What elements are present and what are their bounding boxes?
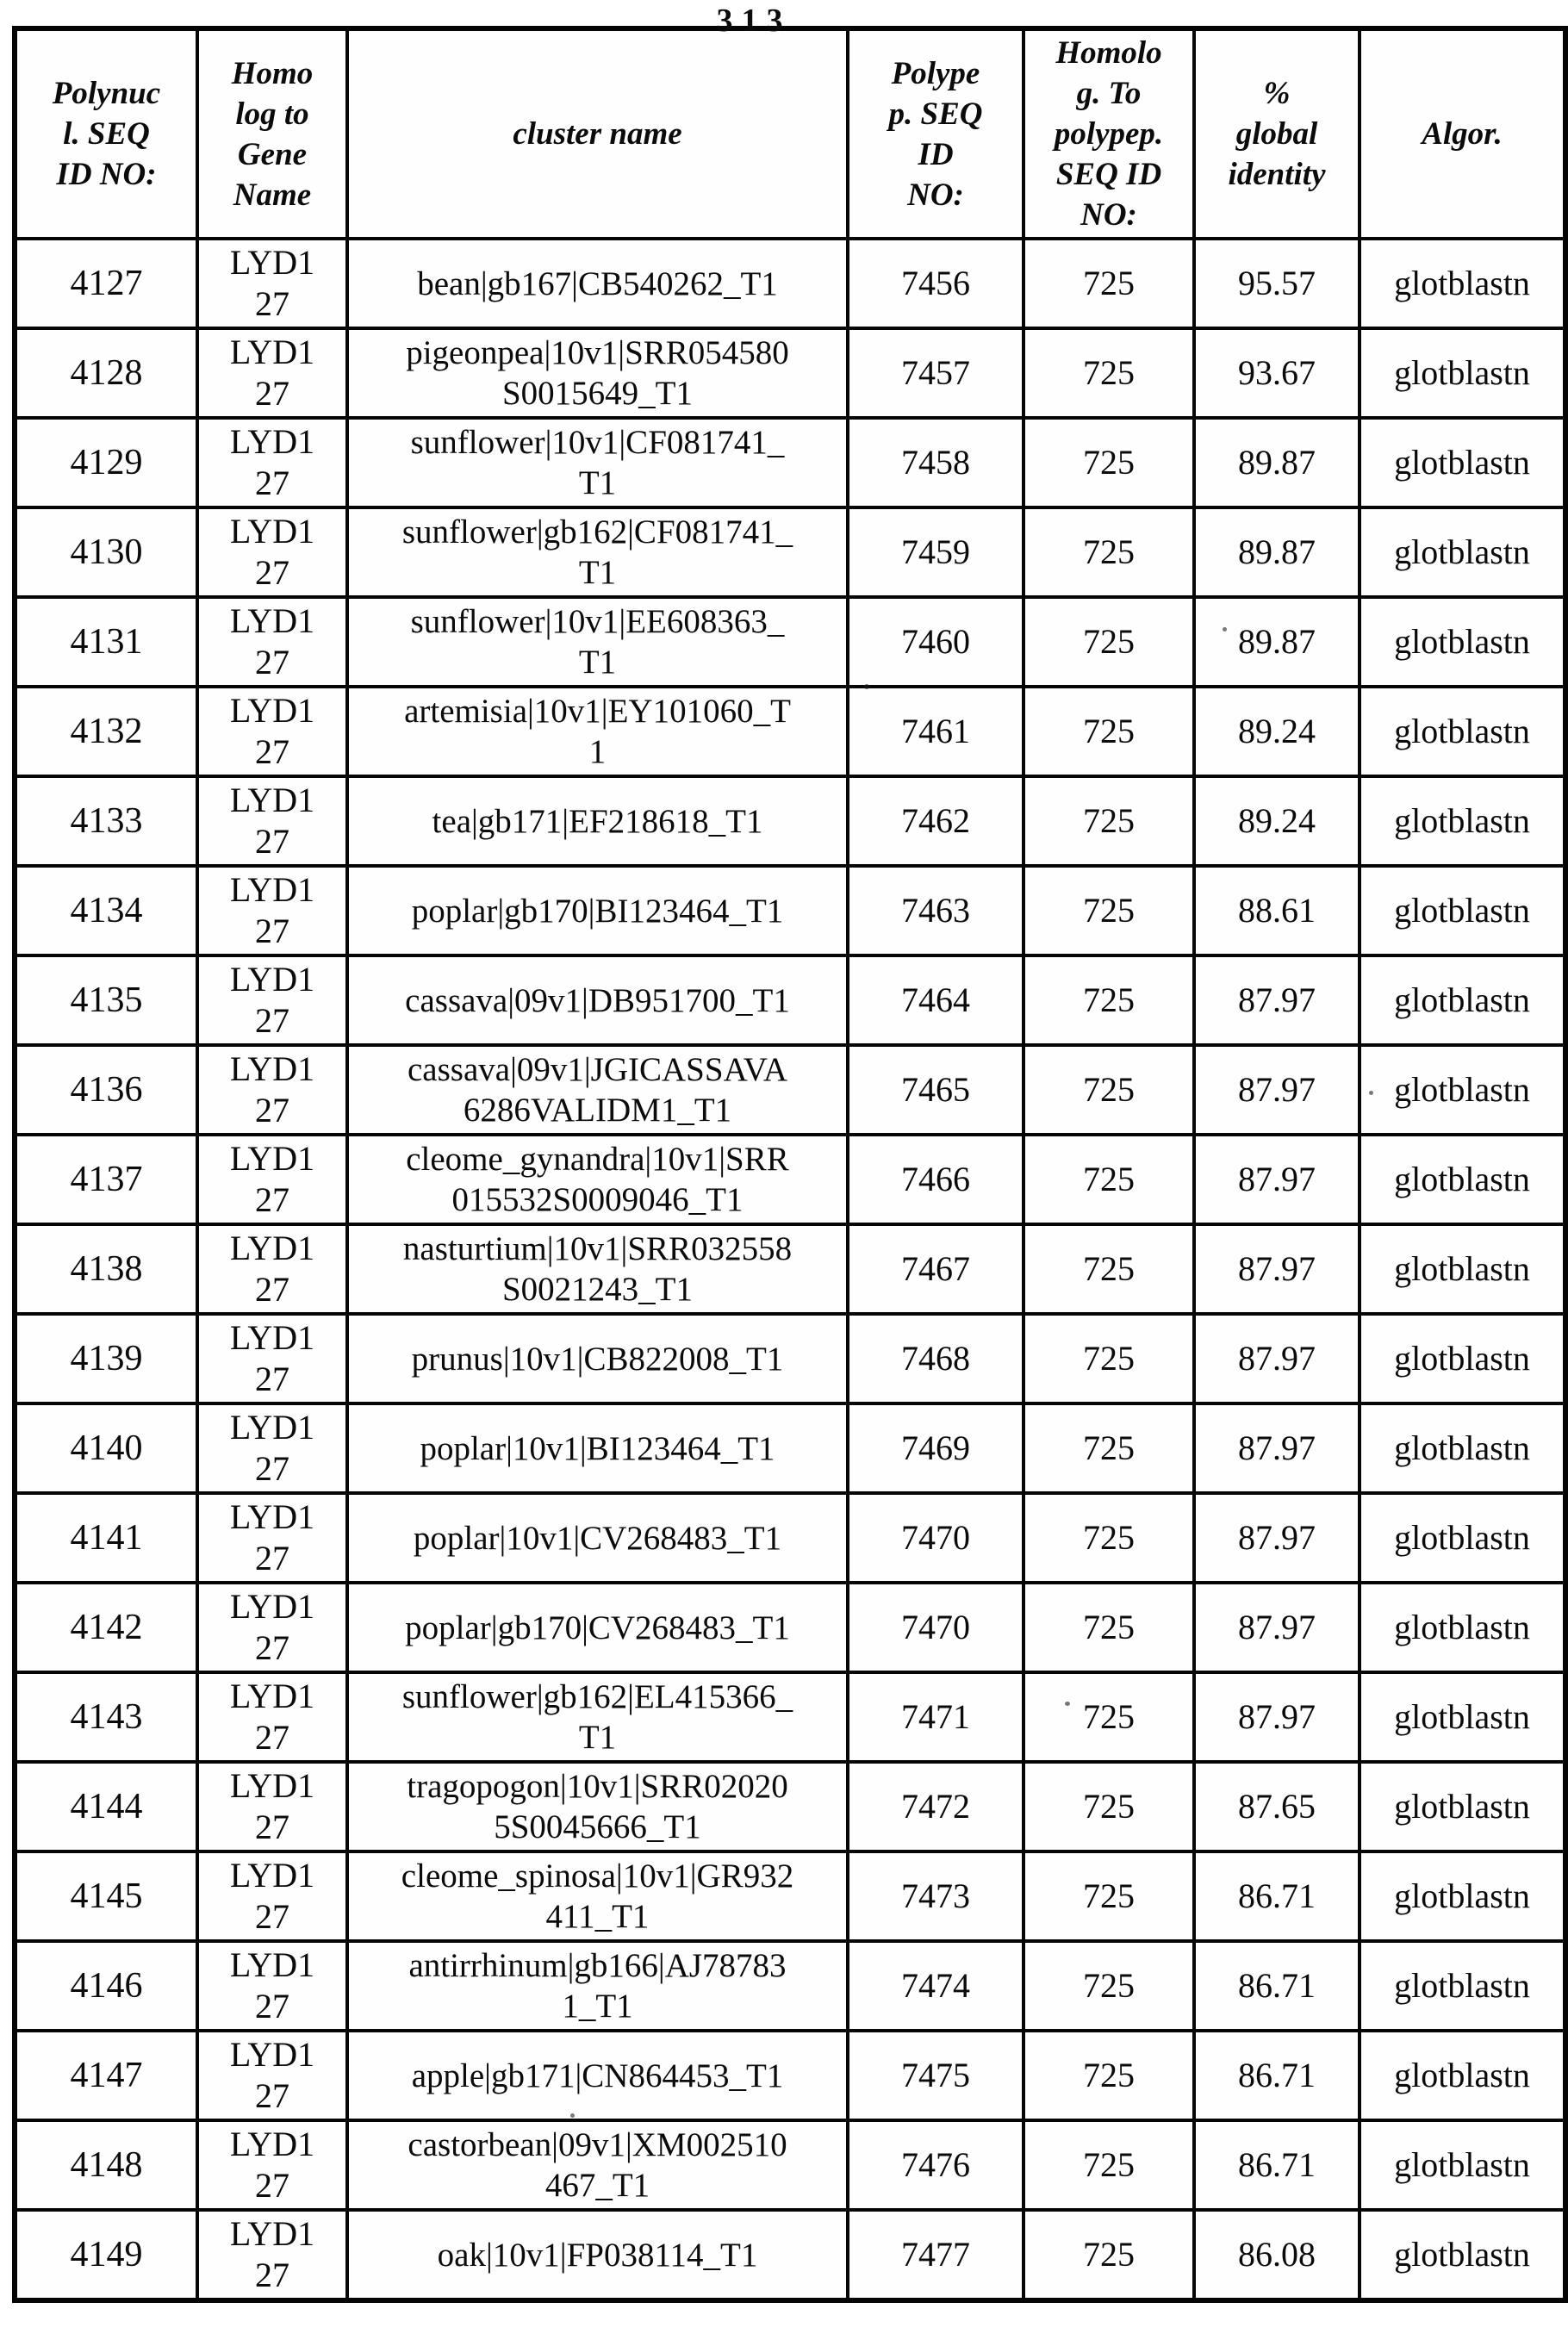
cell-cluster-name: sunflower|10v1|EE608363_ T1 [347,597,848,687]
cell-polynuc-seq-id: 4129 [15,418,197,507]
cell-algorithm: glotblastn [1360,1045,1565,1135]
cell-pct-global-identity: 87.97 [1194,1224,1360,1314]
cell-polynuc-seq-id: 4134 [15,866,197,955]
cell-homolog-polypep-seq-id: 725 [1024,687,1194,776]
cell-homolog-polypep-seq-id: 725 [1024,418,1194,507]
cell-polynuc-seq-id: 4149 [15,2210,197,2300]
cell-pct-global-identity: 89.87 [1194,418,1360,507]
cell-algorithm: glotblastn [1360,1403,1565,1493]
table-row [15,1403,1565,1493]
cell-polypep-seq-id: 7467 [848,1224,1024,1314]
cell-pct-global-identity: 87.97 [1194,955,1360,1045]
cell-polypep-seq-id: 7470 [848,1493,1024,1583]
cell-homolog-gene-name: LYD1 27 [197,1135,347,1224]
cell-algorithm: glotblastn [1360,1314,1565,1403]
cell-homolog-gene-name: LYD1 27 [197,776,347,866]
table-row [15,776,1565,866]
cell-polynuc-seq-id: 4138 [15,1224,197,1314]
cell-polynuc-seq-id: 4132 [15,687,197,776]
cell-polynuc-seq-id: 4128 [15,328,197,418]
cell-homolog-polypep-seq-id: 725 [1024,239,1194,328]
cell-polynuc-seq-id: 4143 [15,1672,197,1762]
cell-homolog-gene-name: LYD1 27 [197,328,347,418]
cell-homolog-gene-name: LYD1 27 [197,1224,347,1314]
cell-algorithm: glotblastn [1360,239,1565,328]
cell-polypep-seq-id: 7474 [848,1941,1024,2031]
col-header-algorithm: Algor. [1360,28,1565,239]
scanned-patent-page [0,3,1567,2346]
cell-homolog-polypep-seq-id: 725 [1024,1762,1194,1851]
cell-homolog-polypep-seq-id: 725 [1024,1045,1194,1135]
table-row [15,1493,1565,1583]
cell-homolog-gene-name: LYD1 27 [197,1493,347,1583]
cell-algorithm: glotblastn [1360,2120,1565,2210]
cell-polynuc-seq-id: 4137 [15,1135,197,1224]
cell-polypep-seq-id: 7477 [848,2210,1024,2300]
cell-cluster-name: poplar|10v1|CV268483_T1 [347,1493,848,1583]
cell-polynuc-seq-id: 4142 [15,1583,197,1672]
cell-homolog-gene-name: LYD1 27 [197,1314,347,1403]
cell-homolog-gene-name: LYD1 27 [197,2120,347,2210]
cell-polypep-seq-id: 7457 [848,328,1024,418]
cell-pct-global-identity: 86.71 [1194,1851,1360,1941]
table-row [15,328,1565,418]
table-row [15,1583,1565,1672]
cell-polynuc-seq-id: 4145 [15,1851,197,1941]
cell-homolog-polypep-seq-id: 725 [1024,866,1194,955]
page-number [681,3,827,39]
cell-pct-global-identity: 87.97 [1194,1672,1360,1762]
cell-homolog-gene-name: LYD1 27 [197,1851,347,1941]
cell-cluster-name: sunflower|10v1|CF081741_ T1 [347,418,848,507]
cell-algorithm: glotblastn [1360,1224,1565,1314]
table-row [15,955,1565,1045]
col-header-homolog-polypep-seq-id: Homolo g. To polypep. SEQ ID NO: [1024,28,1194,239]
cell-algorithm: glotblastn [1360,1672,1565,1762]
cell-cluster-name: artemisia|10v1|EY101060_T 1 [347,687,848,776]
cell-polypep-seq-id: 7469 [848,1403,1024,1493]
table-row [15,418,1565,507]
cell-homolog-gene-name: LYD1 27 [197,597,347,687]
cell-homolog-polypep-seq-id: 725 [1024,1851,1194,1941]
cell-algorithm: glotblastn [1360,866,1565,955]
cell-homolog-polypep-seq-id: 725 [1024,1941,1194,2031]
cell-homolog-gene-name: LYD1 27 [197,507,347,597]
table-row [15,1314,1565,1403]
cell-homolog-polypep-seq-id: 725 [1024,2210,1194,2300]
table-row [15,2031,1565,2120]
cell-algorithm: glotblastn [1360,328,1565,418]
cell-homolog-polypep-seq-id: 725 [1024,1403,1194,1493]
cell-polypep-seq-id: 7472 [848,1762,1024,1851]
cell-algorithm: glotblastn [1360,1941,1565,2031]
cell-polypep-seq-id: 7464 [848,955,1024,1045]
cell-homolog-gene-name: LYD1 27 [197,1045,347,1135]
cell-polynuc-seq-id: 4127 [15,239,197,328]
cell-pct-global-identity: 89.87 [1194,507,1360,597]
cell-cluster-name: bean|gb167|CB540262_T1 [347,239,848,328]
cell-polypep-seq-id: 7461 [848,687,1024,776]
cell-polynuc-seq-id: 4140 [15,1403,197,1493]
col-header-homolog-gene-name: Homo log to Gene Name [197,28,347,239]
col-header-polynuc-seq-id: Polynuc l. SEQ ID NO: [15,28,197,239]
cell-homolog-polypep-seq-id: 725 [1024,1224,1194,1314]
cell-homolog-gene-name: LYD1 27 [197,1762,347,1851]
cell-cluster-name: cassava|09v1|JGICASSAVA 6286VALIDM1_T1 [347,1045,848,1135]
cell-cluster-name: poplar|gb170|BI123464_T1 [347,866,848,955]
cell-pct-global-identity: 87.97 [1194,1314,1360,1403]
cell-polynuc-seq-id: 4141 [15,1493,197,1583]
cell-pct-global-identity: 87.97 [1194,1583,1360,1672]
cell-polypep-seq-id: 7468 [848,1314,1024,1403]
cell-polynuc-seq-id: 4133 [15,776,197,866]
scan-speck [1369,1091,1373,1095]
cell-homolog-gene-name: LYD1 27 [197,866,347,955]
cell-cluster-name: antirrhinum|gb166|AJ78783 1_T1 [347,1941,848,2031]
cell-homolog-gene-name: LYD1 27 [197,2210,347,2300]
cell-algorithm: glotblastn [1360,1762,1565,1851]
cell-polypep-seq-id: 7473 [848,1851,1024,1941]
table-row [15,1941,1565,2031]
cell-polypep-seq-id: 7463 [848,866,1024,955]
cell-algorithm: glotblastn [1360,2210,1565,2300]
cell-algorithm: glotblastn [1360,1135,1565,1224]
cell-polynuc-seq-id: 4136 [15,1045,197,1135]
table-row [15,1851,1565,1941]
cell-pct-global-identity: 89.24 [1194,776,1360,866]
cell-algorithm: glotblastn [1360,1493,1565,1583]
cell-pct-global-identity: 87.97 [1194,1403,1360,1493]
cell-polynuc-seq-id: 4139 [15,1314,197,1403]
scan-speck [1065,1702,1070,1706]
cell-cluster-name: tragopogon|10v1|SRR02020 5S0045666_T1 [347,1762,848,1851]
cell-pct-global-identity: 87.65 [1194,1762,1360,1851]
table-row [15,1045,1565,1135]
cell-pct-global-identity: 87.97 [1194,1045,1360,1135]
header-row [15,28,1565,239]
cell-polypep-seq-id: 7476 [848,2120,1024,2210]
cell-polypep-seq-id: 7456 [848,239,1024,328]
col-header-cluster-name: cluster name [347,28,848,239]
cell-cluster-name: cleome_spinosa|10v1|GR932 411_T1 [347,1851,848,1941]
cell-pct-global-identity: 86.71 [1194,2031,1360,2120]
scan-speck [1223,627,1227,632]
cell-polynuc-seq-id: 4130 [15,507,197,597]
cell-homolog-gene-name: LYD1 27 [197,1941,347,2031]
homology-table-body [15,239,1565,2300]
cell-homolog-polypep-seq-id: 725 [1024,776,1194,866]
cell-polynuc-seq-id: 4144 [15,1762,197,1851]
cell-homolog-polypep-seq-id: 725 [1024,1314,1194,1403]
table-row [15,1224,1565,1314]
cell-polypep-seq-id: 7458 [848,418,1024,507]
cell-pct-global-identity: 93.67 [1194,328,1360,418]
cell-polynuc-seq-id: 4147 [15,2031,197,2120]
cell-homolog-polypep-seq-id: 725 [1024,1672,1194,1762]
cell-algorithm: glotblastn [1360,955,1565,1045]
cell-homolog-gene-name: LYD1 27 [197,418,347,507]
page-number-text: 313 [716,3,792,39]
cell-homolog-polypep-seq-id: 725 [1024,597,1194,687]
cell-cluster-name: apple|gb171|CN864453_T1 [347,2031,848,2120]
cell-homolog-gene-name: LYD1 27 [197,2031,347,2120]
cell-homolog-polypep-seq-id: 725 [1024,1135,1194,1224]
cell-polypep-seq-id: 7459 [848,507,1024,597]
scan-speck [864,684,869,689]
cell-homolog-polypep-seq-id: 725 [1024,2120,1194,2210]
table-row [15,239,1565,328]
cell-polypep-seq-id: 7471 [848,1672,1024,1762]
cell-polynuc-seq-id: 4131 [15,597,197,687]
cell-algorithm: glotblastn [1360,2031,1565,2120]
table-row [15,1135,1565,1224]
cell-homolog-gene-name: LYD1 27 [197,687,347,776]
cell-pct-global-identity: 88.61 [1194,866,1360,955]
cell-cluster-name: cassava|09v1|DB951700_T1 [347,955,848,1045]
cell-cluster-name: prunus|10v1|CB822008_T1 [347,1314,848,1403]
cell-homolog-polypep-seq-id: 725 [1024,1583,1194,1672]
cell-algorithm: glotblastn [1360,1583,1565,1672]
cell-cluster-name: cleome_gynandra|10v1|SRR 015532S0009046_T1 [347,1135,848,1224]
cell-homolog-polypep-seq-id: 725 [1024,1493,1194,1583]
scan-speck [570,2113,575,2118]
col-header-polypep-seq-id: Polype p. SEQ ID NO: [848,28,1024,239]
cell-pct-global-identity: 95.57 [1194,239,1360,328]
table-row [15,507,1565,597]
cell-pct-global-identity: 86.08 [1194,2210,1360,2300]
cell-polynuc-seq-id: 4146 [15,1941,197,2031]
cell-cluster-name: poplar|gb170|CV268483_T1 [347,1583,848,1672]
table-row [15,866,1565,955]
cell-polynuc-seq-id: 4135 [15,955,197,1045]
cell-cluster-name: tea|gb171|EF218618_T1 [347,776,848,866]
homology-table-header [15,28,1565,239]
cell-homolog-polypep-seq-id: 725 [1024,328,1194,418]
cell-polypep-seq-id: 7460 [848,597,1024,687]
cell-polynuc-seq-id: 4148 [15,2120,197,2210]
cell-polypep-seq-id: 7470 [848,1583,1024,1672]
cell-pct-global-identity: 87.97 [1194,1135,1360,1224]
cell-cluster-name: pigeonpea|10v1|SRR054580 S0015649_T1 [347,328,848,418]
cell-homolog-polypep-seq-id: 725 [1024,955,1194,1045]
cell-homolog-gene-name: LYD1 27 [197,1583,347,1672]
table-row [15,2210,1565,2300]
cell-homolog-polypep-seq-id: 725 [1024,2031,1194,2120]
col-header-pct-global-identity: % global identity [1194,28,1360,239]
cell-pct-global-identity: 89.87 [1194,597,1360,687]
table-row [15,1762,1565,1851]
cell-algorithm: glotblastn [1360,776,1565,866]
cell-polypep-seq-id: 7466 [848,1135,1024,1224]
cell-polypep-seq-id: 7475 [848,2031,1024,2120]
cell-cluster-name: oak|10v1|FP038114_T1 [347,2210,848,2300]
cell-pct-global-identity: 86.71 [1194,1941,1360,2031]
cell-homolog-gene-name: LYD1 27 [197,955,347,1045]
cell-homolog-gene-name: LYD1 27 [197,1403,347,1493]
cell-cluster-name: sunflower|gb162|EL415366_ T1 [347,1672,848,1762]
homology-table [12,26,1568,2303]
cell-algorithm: glotblastn [1360,687,1565,776]
cell-algorithm: glotblastn [1360,507,1565,597]
cell-homolog-polypep-seq-id: 725 [1024,507,1194,597]
cell-algorithm: glotblastn [1360,597,1565,687]
table-row [15,2120,1565,2210]
cell-cluster-name: castorbean|09v1|XM002510 467_T1 [347,2120,848,2210]
cell-homolog-gene-name: LYD1 27 [197,1672,347,1762]
cell-polypep-seq-id: 7462 [848,776,1024,866]
table-row [15,597,1565,687]
cell-homolog-gene-name: LYD1 27 [197,239,347,328]
cell-cluster-name: sunflower|gb162|CF081741_ T1 [347,507,848,597]
cell-pct-global-identity: 87.97 [1194,1493,1360,1583]
cell-pct-global-identity: 89.24 [1194,687,1360,776]
cell-cluster-name: nasturtium|10v1|SRR032558 S0021243_T1 [347,1224,848,1314]
cell-algorithm: glotblastn [1360,1851,1565,1941]
table-row [15,687,1565,776]
cell-pct-global-identity: 86.71 [1194,2120,1360,2210]
table-row [15,1672,1565,1762]
cell-cluster-name: poplar|10v1|BI123464_T1 [347,1403,848,1493]
cell-polypep-seq-id: 7465 [848,1045,1024,1135]
cell-algorithm: glotblastn [1360,418,1565,507]
